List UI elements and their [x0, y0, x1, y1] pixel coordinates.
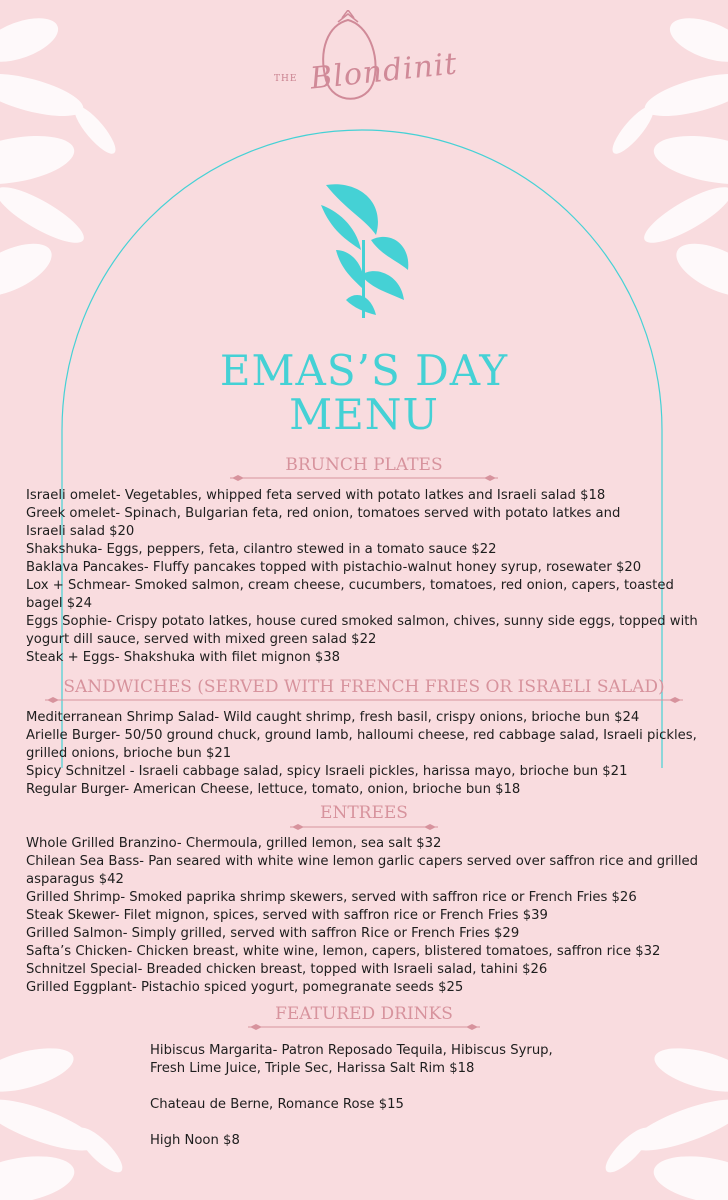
brunch-divider-icon	[230, 473, 498, 483]
entrees-divider-icon	[290, 822, 438, 832]
list-item: Greek omelet- Spinach, Bulgarian feta, red onion, tomatoes served with potato latkes and Israeli salad $20	[26, 506, 621, 539]
list-item: Chateau de Berne, Romance Rose $15	[150, 1097, 404, 1112]
list-item: Steak Skewer- Filet mignon, spices, served with saffron rice or French Fries $39	[26, 908, 548, 923]
brunch-heading: BRUNCH PLATES	[285, 455, 443, 475]
list-item: Spicy Schnitzel - Israeli cabbage salad, spicy Israeli pickles, harissa mayo, brioche bun $21	[26, 764, 628, 779]
entrees-heading: ENTREES	[320, 803, 408, 823]
list-item: Israeli omelet- Vegetables, whipped feta served with potato latkes and Israeli salad $18	[26, 488, 606, 503]
sandwiches-divider-icon	[45, 695, 683, 705]
list-item: Arielle Burger- 50/50 ground chuck, ground lamb, halloumi cheese, red cabbage salad, Israeli pickles, grilled onions, brioche bun $21	[26, 728, 697, 761]
logo-prefix: THE	[274, 74, 298, 84]
drinks-divider-icon	[248, 1022, 480, 1032]
list-item: Regular Burger- American Cheese, lettuce, tomato, onion, brioche bun $18	[26, 782, 521, 797]
list-item: Shakshuka- Eggs, peppers, feta, cilantro stewed in a tomato sauce $22	[26, 542, 497, 557]
list-item: Schnitzel Special- Breaded chicken breast, topped with Israeli salad, tahini $26	[26, 962, 548, 977]
list-item: Baklava Pancakes- Fluffy pancakes topped with pistachio-walnut honey syrup, rosewater $20	[26, 560, 642, 575]
drinks-heading: FEATURED DRINKS	[275, 1004, 453, 1024]
entrees-list	[26, 835, 716, 997]
page-title-line2: MENU	[289, 390, 439, 439]
list-item: Mediterranean Shrimp Salad- Wild caught shrimp, fresh basil, crispy onions, brioche bun $24	[26, 710, 640, 725]
sandwiches-heading: SANDWICHES (SERVED WITH FRENCH FRIES OR ISRAELI SALAD)	[63, 677, 665, 697]
corner-leaf-bottom-right-icon	[588, 1030, 728, 1200]
list-item: Chilean Sea Bass- Pan seared with white wine lemon garlic capers served over saffron rice and grilled asparagus $42	[26, 854, 699, 887]
list-item: High Noon $8	[150, 1133, 240, 1148]
list-item: Whole Grilled Branzino- Chermoula, grilled lemon, sea salt $32	[26, 836, 442, 851]
cyan-flower-icon	[316, 180, 416, 320]
brand-logo	[268, 10, 458, 115]
list-item: Grilled Salmon- Simply grilled, served with saffron Rice or French Fries $29	[26, 926, 520, 941]
brunch-list	[26, 487, 716, 667]
list-item: Eggs Sophie- Crispy potato latkes, house cured smoked salmon, chives, sunny side eggs, topped with yogurt dill sauce, served with mixed green salad $22	[26, 614, 698, 647]
corner-leaf-top-right-icon	[578, 0, 728, 330]
sandwiches-list	[26, 709, 716, 799]
list-item: Grilled Shrimp- Smoked paprika shrimp skewers, served with saffron rice or French Fries $26	[26, 890, 637, 905]
list-item: Lox + Schmear- Smoked salmon, cream cheese, cucumbers, tomatoes, red onion, capers, toasted bagel $24	[26, 578, 674, 611]
corner-leaf-top-left-icon	[0, 0, 150, 330]
page-title-line1: EMAS’S DAY	[219, 346, 509, 395]
list-item: Safta’s Chicken- Chicken breast, white wine, lemon, capers, blistered tomatoes, saffron rice $32	[26, 944, 661, 959]
logo-script: Blondinit	[308, 46, 460, 97]
list-item: Hibiscus Margarita- Patron Reposado Tequila, Hibiscus Syrup, Fresh Lime Juice, Triple Sec, Harissa Salt Rim $18	[150, 1043, 553, 1076]
drinks-list	[150, 1042, 570, 1168]
list-item: Grilled Eggplant- Pistachio spiced yogurt, pomegranate seeds $25	[26, 980, 464, 995]
corner-leaf-bottom-left-icon	[0, 1030, 140, 1200]
list-item: Steak + Eggs- Shakshuka with filet mignon $38	[26, 650, 341, 665]
